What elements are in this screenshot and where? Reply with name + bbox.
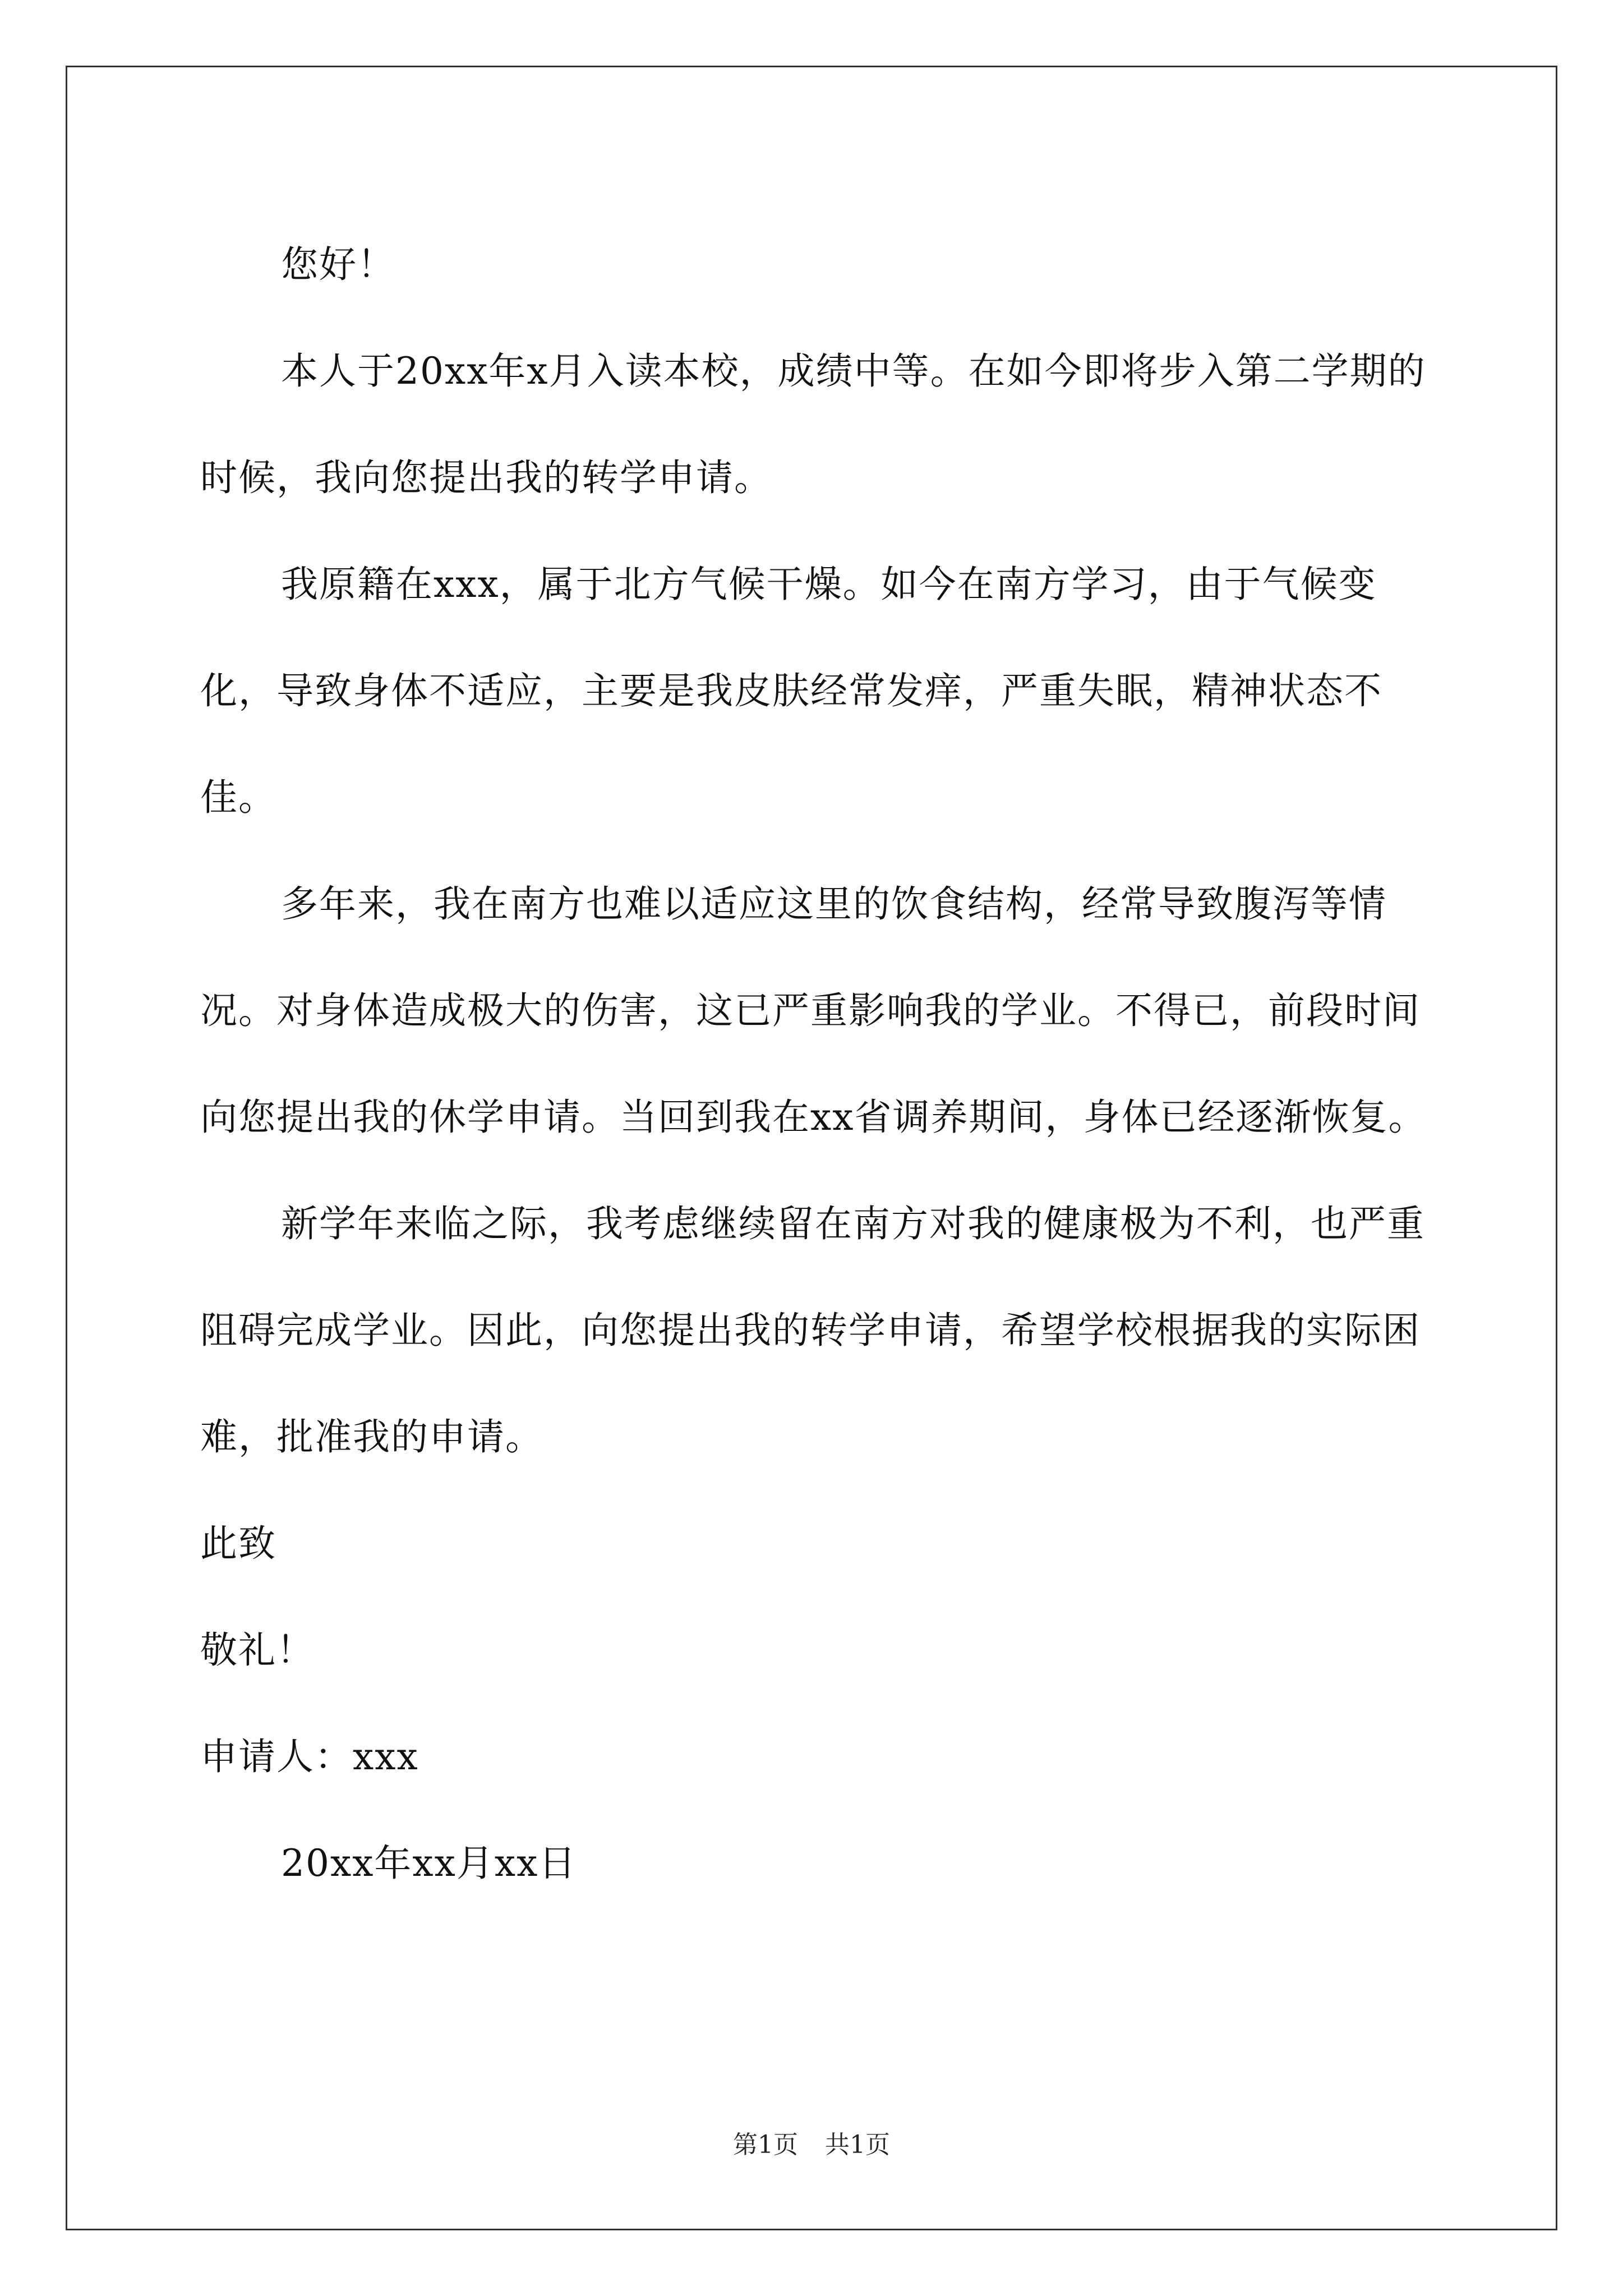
applicant-signature: 申请人：xxx xyxy=(200,1735,419,1778)
page-number-total: 共1页 xyxy=(825,2131,890,2159)
closing-regards: 敬礼！ xyxy=(200,1628,315,1672)
paragraph-4: 新学年来临之际，我考虑继续留在南方对我的健康极为不利，也严重阻碍完成学业。因此，向您提出我的转学申请，希望学校根据我的实际困难，批准我的申请。 xyxy=(200,1202,1425,1458)
paragraph-2: 我原籍在xxx，属于北方气候干燥。如今在南方学习，由于气候变化，导致身体不适应，主要是我皮肤经常发痒，严重失眠，精神状态不佳。 xyxy=(200,563,1382,819)
paragraph-1: 本人于20xx年x月入读本校，成绩中等。在如今即将步入第二学期的时候，我向您提出我的转学申请。 xyxy=(200,349,1426,499)
letter-date: 20xx年xx月xx日 xyxy=(281,1842,577,1885)
letter-body xyxy=(200,211,1434,1917)
paragraph-3: 多年来，我在南方也难以适应这里的饮食结构，经常导致腹泻等情况。对身体造成极大的伤害，这已严重影响我的学业。不得已，前段时间向您提出我的休学申请。当回到我在xx省调养期间，身体已经逐渐恢复。 xyxy=(200,882,1427,1139)
page-number-current: 第1页 xyxy=(733,2131,798,2159)
greeting: 您好！ xyxy=(281,243,395,286)
closing-salutation: 此致 xyxy=(200,1522,276,1565)
page-footer xyxy=(0,2128,1623,2162)
